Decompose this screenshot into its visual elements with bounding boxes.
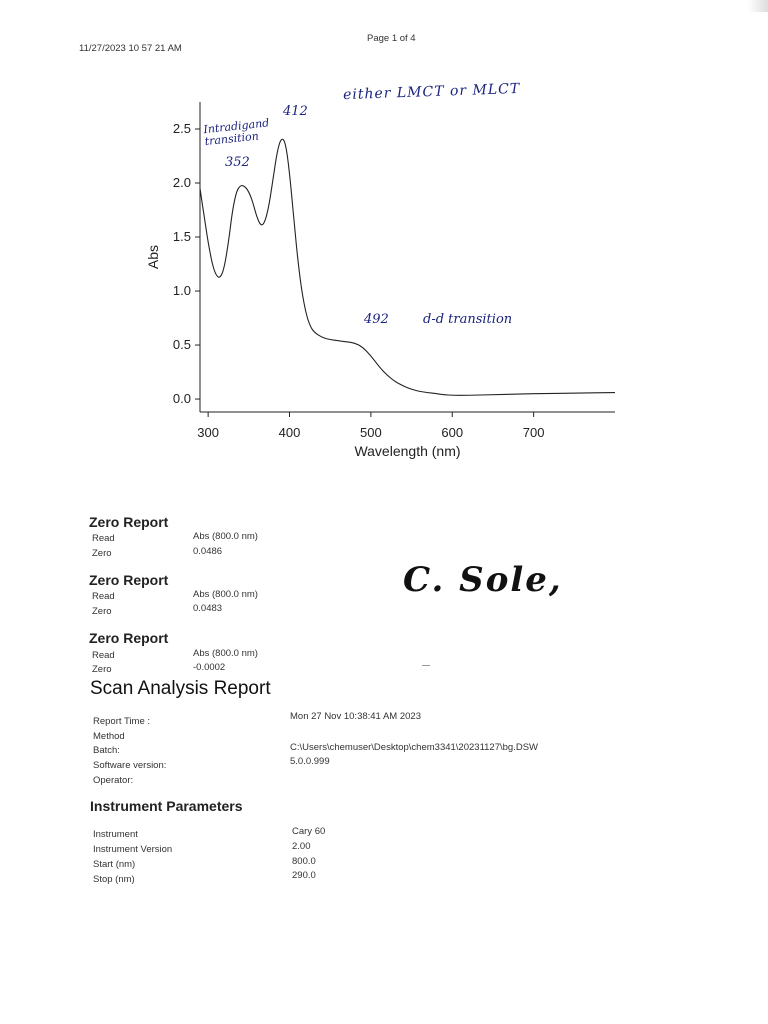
start-value: 800.0	[292, 856, 316, 867]
stray-mark	[422, 665, 430, 666]
start-label: Start (nm)	[93, 859, 136, 870]
y-axis-label: Abs	[145, 244, 161, 270]
x-tick-label: 700	[522, 425, 545, 440]
print-timestamp: 11/27/2023 10 57 21 AM	[79, 43, 182, 54]
x-axis-label: Wavelength (nm)	[354, 443, 461, 459]
instrument-label: Instrument	[93, 829, 138, 840]
report-time-value: Mon 27 Nov 10:38:41 AM 2023	[290, 711, 421, 722]
instrument-parameters-title: Instrument Parameters	[90, 798, 243, 814]
stop-value: 290.0	[292, 870, 316, 881]
software-version-value: 5.0.0.999	[290, 756, 330, 767]
software-version-label: Software version:	[93, 760, 167, 771]
page-number: Page 1 of 4	[367, 33, 416, 44]
zero-value: 0.0486	[193, 546, 223, 557]
instrument-value: Cary 60	[292, 826, 326, 837]
zero-label: Zero	[92, 664, 112, 675]
zero-report-title: Zero Report	[89, 514, 169, 530]
scan-report-title: Scan Analysis Report	[90, 678, 271, 699]
annotation-peak-352: 352	[225, 155, 250, 170]
zero-label: Zero	[92, 606, 112, 617]
y-tick-label: 2.0	[172, 175, 191, 191]
y-tick-label: 2.5	[172, 121, 191, 137]
y-tick-label: 0.0	[172, 391, 191, 407]
x-tick-label: 400	[278, 425, 301, 440]
page-fold-shadow	[748, 0, 768, 12]
instrument-version-label: Instrument Version	[93, 844, 173, 855]
report-time-label: Report Time :	[93, 716, 151, 727]
stop-label: Stop (nm)	[93, 874, 135, 885]
zero-value: -0.0002	[193, 662, 226, 673]
x-tick-label: 300	[197, 425, 219, 440]
spectrum-line	[200, 139, 615, 395]
zero-value: 0.0483	[193, 603, 223, 614]
y-tick-label: 1.0	[172, 283, 191, 299]
zero-report-title: Zero Report	[89, 572, 169, 588]
y-tick-label: 0.5	[172, 337, 191, 353]
annotation-lmct-mlct: either LMCT or MLCT	[342, 80, 521, 104]
signature: C. Sole,	[403, 560, 563, 600]
batch-value: C:\Users\chemuser\Desktop\chem3341\20231127\bg.DSW	[290, 742, 539, 753]
read-label: Read	[92, 650, 115, 661]
batch-label: Batch:	[93, 745, 120, 756]
operator-label: Operator:	[93, 775, 134, 786]
annotation-peak-492: 492	[364, 312, 389, 327]
zero-label: Zero	[92, 548, 112, 559]
read-label: Read	[92, 591, 115, 602]
instrument-version-value: 2.00	[292, 841, 311, 852]
read-value: Abs (800.0 nm)	[193, 531, 258, 542]
read-value: Abs (800.0 nm)	[193, 589, 258, 600]
read-value: Abs (800.0 nm)	[193, 648, 258, 659]
zero-report-title: Zero Report	[89, 630, 169, 646]
annotation-dd-transition: d-d transition	[423, 312, 513, 327]
method-label: Method	[93, 731, 125, 742]
read-label: Read	[92, 533, 115, 544]
annotation-intraligand: Intradigand transition	[202, 116, 270, 149]
x-tick-label: 500	[360, 425, 382, 440]
y-tick-label: 1.5	[172, 229, 191, 245]
annotation-peak-412: 412	[283, 104, 308, 119]
x-tick-label: 600	[441, 425, 464, 440]
